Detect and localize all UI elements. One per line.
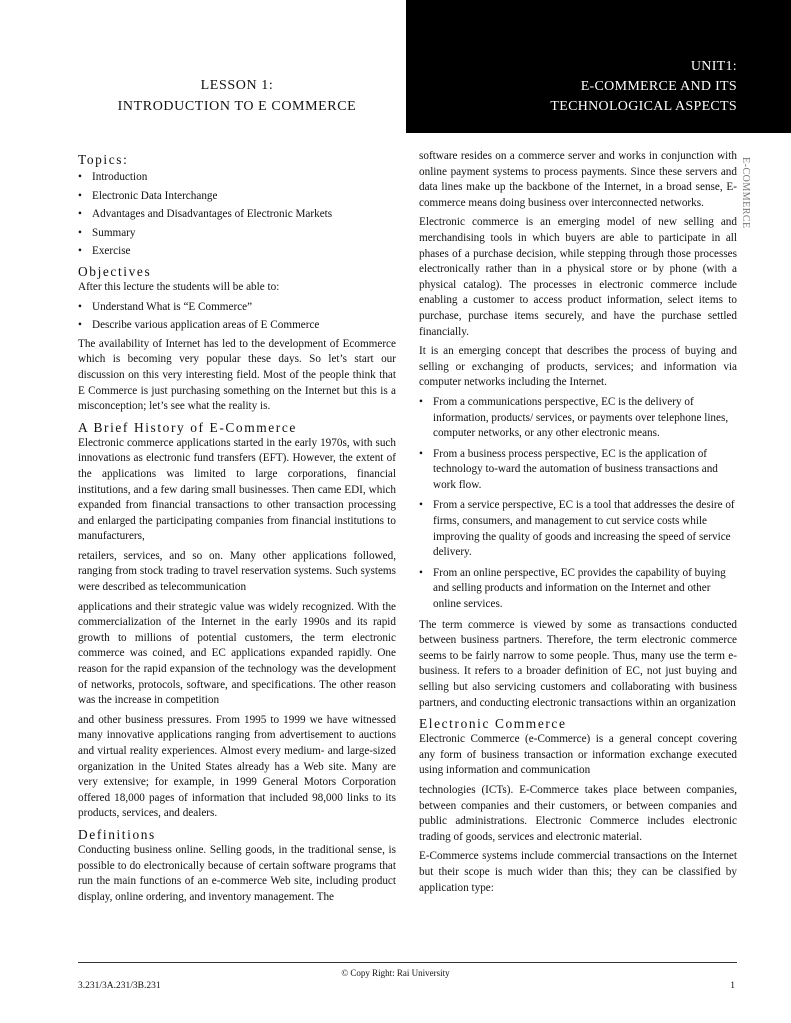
lesson-title [78,75,396,117]
history-paragraph-4: and other business pressures. From 1995 to 1999 we have witnessed many innovative applications ranging from advertisement to auctions and virtual reality experiences. Almost every medium- and large-sized organization in the United States already has a Web site. Many are very extensive; for example, in 1999 General Motors Corporation offered 18,000 pages of information that included 98,000 links to its products, services, and dealers. [78,713,396,820]
definitions-heading: Definitions [78,826,156,842]
list-item: • Describe various application areas of E Commerce [78,318,396,334]
bullet-icon: • [78,319,82,332]
history-heading: A Brief History of E-Commerce [78,419,297,435]
page-number: 1 [730,981,735,991]
unit-header-text [550,57,737,117]
objectives-intro: After this lecture the students will be able to: [78,280,280,293]
list-item: • Summary [78,226,396,242]
copyright: © Copy Right: Rai University [341,968,450,978]
bullet-icon: • [419,395,423,408]
list-item: • Electronic Data Interchange [78,189,396,205]
bullet-icon: • [78,245,82,258]
objectives-list [78,300,396,334]
paragraph-4: The term commerce is viewed by some as transactions conducted between business partners. Therefore, the term electronic commerce seems to be fairly narrow to some people. Thus, many use the term e-business. It refers to a broader definition of EC, not just buying and selling but also servicing customers and collaborating with business partners, and conducting electronic transactions within an organization [419,618,737,709]
bullet-icon: • [419,447,423,460]
definitions-paragraph: Conducting business online. Selling goods, in the traditional sense, is possible to do electronically because of certain software programs that run the main functions of an e-commerce Web site, including product display, online ordering, and inventory management. The [78,843,396,903]
lesson-number: LESSON 1: [200,78,274,93]
bullet-icon: • [419,566,423,579]
footer-divider [78,962,737,963]
history-paragraph-3: applications and their strategic value was widely recognized. With the commercialization of the Internet in the early 1990s and its rapid growth to millions of potential customers, the term electronic commerce was coined, and EC applications expanded rapidly. One reason for the rapid expansion of the technology was the development of networks, protocols, software, and specifications. The other reason was the increase in competition [78,600,396,707]
list-item: • Advantages and Disadvantages of Electronic Markets [78,207,396,223]
paragraph-1: software resides on a commerce server and works in conjunction with online payment systems to process payments. Since these servers and data lines make up the backbone of the Internet, in a broad sense, E-commerce means doing business over interconnected networks. [419,150,737,209]
intro-paragraph: The availability of Internet has led to the development of Ecommerce which is becoming very popular these days. So let’s start our discussion on this very interesting field. Most of the people think that E Commerce is just purchasing something on the Internet but this is a misconception; let’s see what the reality is. [78,337,396,413]
unit-number: UNIT1: [690,59,737,74]
bullet-icon: • [78,208,82,221]
unit-header-box [406,0,791,133]
objectives-heading: Objectives [78,263,152,279]
perspectives-list [419,395,737,613]
history-paragraph-2: retailers, services, and so on. Many other applications followed, ranging from stock trading to travel reservation systems. Such systems were described as telecommunication [78,549,396,594]
history-paragraph-1: Electronic commerce applications started in the early 1970s, with such innovations as electronic fund transfers (EFT). However, the extent of the applications was limited to large corporations, financial institutions, and a few daring small businesses. Then came EDI, which expanded from financial transactions to other transaction processing and enlarged the participating companies from financial institutions to manufacturers, [78,436,396,543]
left-column [78,149,396,909]
list-item: • From a communications perspective, EC is the delivery of information, products/ services, or payments over telephone lines, computer networks, or any other electronic means. [419,395,729,440]
ec-paragraph-1: Electronic Commerce (e-Commerce) is a general concept covering any form of business transaction or information exchange executed using information and communication [419,733,737,777]
list-item: • Understand What is “E Commerce” [78,300,396,316]
bullet-icon: • [78,189,82,202]
paragraph-2: Electronic commerce is an emerging model of new selling and merchandising tools in which buyers are able to participate in all phases of a purchase decision, while stepping through those processes electronically rather than in a physical store or by phone (with a physical catalog). The processes in electronic commerce include enabling a customer to access product information, select items to purchase, purchase items securely, and have the purchase settled financially. [419,216,737,338]
bullet-icon: • [78,171,82,183]
list-item: • From an online perspective, EC provides the capability of buying and selling products and information on the Internet and other online services. [419,566,726,611]
ec-paragraph-2: technologies (ICTs). E-Commerce takes place between companies, between companies and their customers, or between companies and public administrations. Electronic Commerce includes electronic trading of goods, services and electronic material. [419,783,737,843]
bullet-icon: • [78,226,82,239]
right-column [419,149,737,900]
paragraph-3: It is an emerging concept that describes the process of buying and selling or exchanging of products, services; and information via computer networks including the Internet. [419,345,737,389]
side-label: E-COMMERCE [740,157,751,229]
lesson-name: INTRODUCTION TO E COMMERCE [117,99,357,114]
unit-title-line-2: TECHNOLOGICAL ASPECTS [550,99,737,114]
ec-paragraph-3: E-Commerce systems include commercial transactions on the Internet but their scope is much wider than this; they can be classified by application type: [419,850,737,894]
course-code: 3.231/3A.231/3B.231 [78,981,161,991]
list-item: • From a business process perspective, EC is the application of technology to-ward the automation of business transactions and work flow. [419,447,718,491]
list-item: • From a service perspective, EC is a tool that addresses the desire of firms, consumers, and management to cut service costs while improving the quality of goods and increasing the speed of service delivery. [419,499,735,559]
bullet-icon: • [78,300,82,313]
topics-list [78,170,396,260]
electronic-commerce-heading: Electronic Commerce [419,716,567,732]
unit-title-line-1: E-COMMERCE AND ITS [580,79,737,94]
list-item: • Exercise [78,244,396,260]
topics-heading: Topics: [78,152,129,167]
bullet-icon: • [419,499,423,512]
list-item: • Introduction [78,170,396,186]
